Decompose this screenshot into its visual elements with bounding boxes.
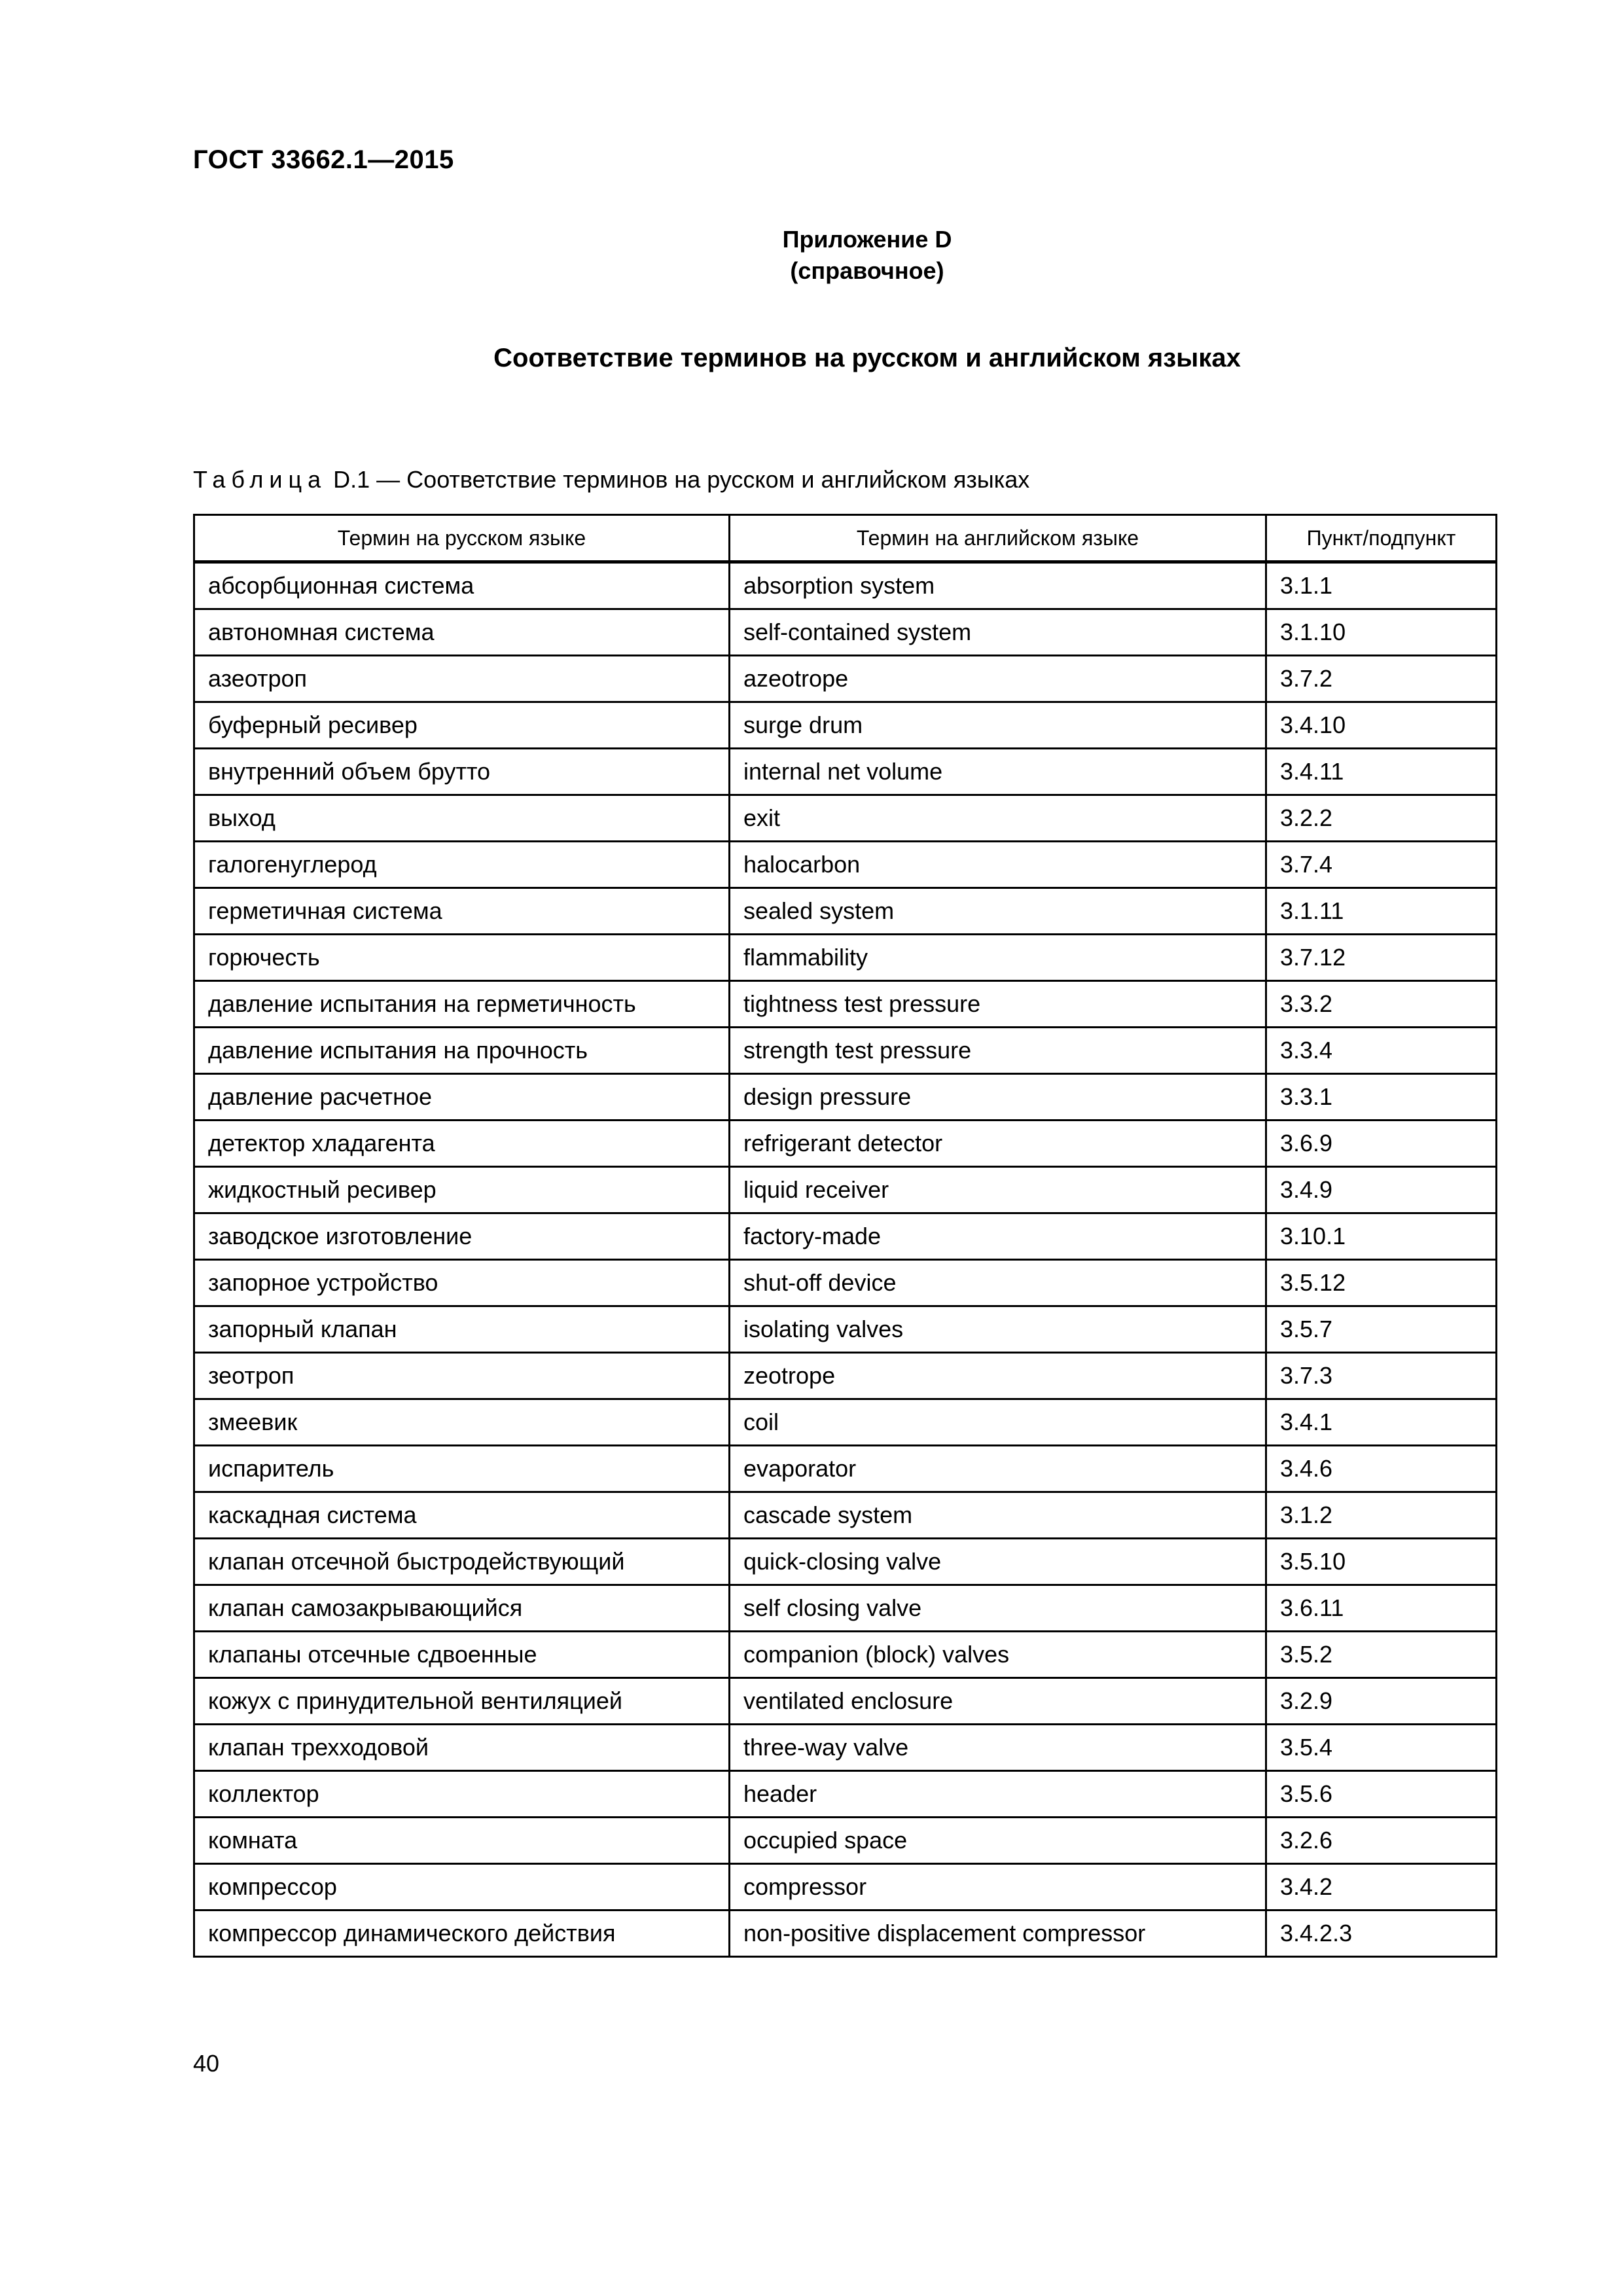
cell-clause: 3.2.6 bbox=[1266, 1818, 1497, 1864]
cell-clause: 3.4.1 bbox=[1266, 1399, 1497, 1446]
cell-russian-term: коллектор bbox=[194, 1771, 730, 1818]
column-header-clause: Пункт/подпункт bbox=[1266, 515, 1497, 562]
cell-english-term: self closing valve bbox=[730, 1585, 1266, 1632]
cell-clause: 3.5.6 bbox=[1266, 1771, 1497, 1818]
table-row bbox=[194, 1260, 1497, 1306]
cell-russian-term: комната bbox=[194, 1818, 730, 1864]
cell-clause: 3.1.1 bbox=[1266, 562, 1497, 609]
cell-english-term: non-positive displacement compressor bbox=[730, 1910, 1266, 1957]
cell-english-term: factory-made bbox=[730, 1213, 1266, 1260]
table-row bbox=[194, 1818, 1497, 1864]
cell-english-term: surge drum bbox=[730, 702, 1266, 749]
cell-clause: 3.5.2 bbox=[1266, 1632, 1497, 1678]
table-row bbox=[194, 562, 1497, 609]
cell-russian-term: змеевик bbox=[194, 1399, 730, 1446]
cell-russian-term: давление испытания на герметичность bbox=[194, 981, 730, 1028]
table-row bbox=[194, 795, 1497, 842]
page-number: 40 bbox=[193, 2050, 220, 2077]
cell-english-term: zeotrope bbox=[730, 1353, 1266, 1399]
cell-russian-term: запорное устройство bbox=[194, 1260, 730, 1306]
table-row bbox=[194, 1678, 1497, 1725]
cell-clause: 3.4.2.3 bbox=[1266, 1910, 1497, 1957]
cell-russian-term: горючесть bbox=[194, 935, 730, 981]
cell-english-term: azeotrope bbox=[730, 656, 1266, 702]
cell-clause: 3.7.2 bbox=[1266, 656, 1497, 702]
table-row bbox=[194, 842, 1497, 888]
table-row bbox=[194, 935, 1497, 981]
cell-english-term: liquid receiver bbox=[730, 1167, 1266, 1213]
cell-russian-term: клапаны отсечные сдвоенные bbox=[194, 1632, 730, 1678]
cell-russian-term: испаритель bbox=[194, 1446, 730, 1492]
table-row bbox=[194, 1771, 1497, 1818]
terms-table bbox=[193, 514, 1497, 1958]
cell-russian-term: детектор хладагента bbox=[194, 1121, 730, 1167]
cell-clause: 3.4.6 bbox=[1266, 1446, 1497, 1492]
cell-russian-term: каскадная система bbox=[194, 1492, 730, 1539]
cell-clause: 3.2.2 bbox=[1266, 795, 1497, 842]
cell-english-term: header bbox=[730, 1771, 1266, 1818]
cell-english-term: occupied space bbox=[730, 1818, 1266, 1864]
cell-english-term: strength test pressure bbox=[730, 1028, 1266, 1074]
cell-english-term: shut-off device bbox=[730, 1260, 1266, 1306]
cell-russian-term: буферный ресивер bbox=[194, 702, 730, 749]
table-body bbox=[194, 562, 1497, 1957]
cell-clause: 3.6.9 bbox=[1266, 1121, 1497, 1167]
column-header-english: Термин на английском языке bbox=[730, 515, 1266, 562]
cell-english-term: isolating valves bbox=[730, 1306, 1266, 1353]
table-row bbox=[194, 888, 1497, 935]
section-title: Соответствие терминов на русском и английском языках bbox=[493, 344, 1241, 372]
cell-english-term: evaporator bbox=[730, 1446, 1266, 1492]
cell-english-term: three-way valve bbox=[730, 1725, 1266, 1771]
cell-clause: 3.7.12 bbox=[1266, 935, 1497, 981]
cell-russian-term: давление расчетное bbox=[194, 1074, 730, 1121]
table-row bbox=[194, 1864, 1497, 1910]
cell-russian-term: абсорбционная система bbox=[194, 562, 730, 609]
cell-english-term: halocarbon bbox=[730, 842, 1266, 888]
table-row bbox=[194, 1353, 1497, 1399]
table-row bbox=[194, 1910, 1497, 1957]
cell-russian-term: компрессор bbox=[194, 1864, 730, 1910]
cell-clause: 3.3.2 bbox=[1266, 981, 1497, 1028]
cell-english-term: flammability bbox=[730, 935, 1266, 981]
cell-clause: 3.6.11 bbox=[1266, 1585, 1497, 1632]
table-row bbox=[194, 1446, 1497, 1492]
cell-russian-term: автономная система bbox=[194, 609, 730, 656]
document-standard-number: ГОСТ 33662.1—2015 bbox=[193, 145, 454, 174]
cell-english-term: ventilated enclosure bbox=[730, 1678, 1266, 1725]
table-row bbox=[194, 702, 1497, 749]
cell-russian-term: жидкостный ресивер bbox=[194, 1167, 730, 1213]
cell-russian-term: герметичная система bbox=[194, 888, 730, 935]
table-row bbox=[194, 1492, 1497, 1539]
cell-clause: 3.10.1 bbox=[1266, 1213, 1497, 1260]
cell-clause: 3.3.1 bbox=[1266, 1074, 1497, 1121]
cell-english-term: compressor bbox=[730, 1864, 1266, 1910]
cell-clause: 3.5.7 bbox=[1266, 1306, 1497, 1353]
cell-english-term: coil bbox=[730, 1399, 1266, 1446]
cell-russian-term: клапан самозакрывающийся bbox=[194, 1585, 730, 1632]
cell-clause: 3.1.2 bbox=[1266, 1492, 1497, 1539]
table-row bbox=[194, 1632, 1497, 1678]
cell-russian-term: галогенуглерод bbox=[194, 842, 730, 888]
table-row bbox=[194, 609, 1497, 656]
table-caption-label: Таблица bbox=[193, 466, 327, 493]
table-row bbox=[194, 1074, 1497, 1121]
cell-clause: 3.7.4 bbox=[1266, 842, 1497, 888]
cell-english-term: exit bbox=[730, 795, 1266, 842]
appendix-subtitle: (справочное) bbox=[790, 257, 944, 284]
cell-clause: 3.5.10 bbox=[1266, 1539, 1497, 1585]
cell-clause: 3.5.12 bbox=[1266, 1260, 1497, 1306]
cell-english-term: design pressure bbox=[730, 1074, 1266, 1121]
table-row bbox=[194, 1213, 1497, 1260]
table-header-row bbox=[194, 515, 1497, 562]
cell-clause: 3.4.2 bbox=[1266, 1864, 1497, 1910]
cell-english-term: companion (block) valves bbox=[730, 1632, 1266, 1678]
cell-english-term: sealed system bbox=[730, 888, 1266, 935]
cell-russian-term: внутренний объем брутто bbox=[194, 749, 730, 795]
cell-russian-term: заводское изготовление bbox=[194, 1213, 730, 1260]
table-row bbox=[194, 1585, 1497, 1632]
cell-russian-term: давление испытания на прочность bbox=[194, 1028, 730, 1074]
cell-english-term: absorption system bbox=[730, 562, 1266, 609]
table-caption bbox=[193, 466, 1029, 493]
cell-clause: 3.7.3 bbox=[1266, 1353, 1497, 1399]
cell-clause: 3.1.11 bbox=[1266, 888, 1497, 935]
cell-clause: 3.2.9 bbox=[1266, 1678, 1497, 1725]
table-row bbox=[194, 1167, 1497, 1213]
cell-clause: 3.5.4 bbox=[1266, 1725, 1497, 1771]
cell-english-term: internal net volume bbox=[730, 749, 1266, 795]
cell-english-term: quick-closing valve bbox=[730, 1539, 1266, 1585]
cell-english-term: cascade system bbox=[730, 1492, 1266, 1539]
cell-russian-term: зеотроп bbox=[194, 1353, 730, 1399]
column-header-russian: Термин на русском языке bbox=[194, 515, 730, 562]
table-row bbox=[194, 1539, 1497, 1585]
table-row bbox=[194, 1306, 1497, 1353]
cell-english-term: self-contained system bbox=[730, 609, 1266, 656]
table-row bbox=[194, 1399, 1497, 1446]
table-caption-text: D.1 — Соответствие терминов на русском и английском языках bbox=[327, 466, 1030, 493]
cell-russian-term: азеотроп bbox=[194, 656, 730, 702]
cell-russian-term: выход bbox=[194, 795, 730, 842]
cell-russian-term: кожух с принудительной вентиляцией bbox=[194, 1678, 730, 1725]
table-row bbox=[194, 749, 1497, 795]
table-row bbox=[194, 1121, 1497, 1167]
cell-clause: 3.1.10 bbox=[1266, 609, 1497, 656]
cell-clause: 3.3.4 bbox=[1266, 1028, 1497, 1074]
cell-clause: 3.4.9 bbox=[1266, 1167, 1497, 1213]
cell-clause: 3.4.11 bbox=[1266, 749, 1497, 795]
cell-clause: 3.4.10 bbox=[1266, 702, 1497, 749]
cell-russian-term: клапан трехходовой bbox=[194, 1725, 730, 1771]
table-row bbox=[194, 656, 1497, 702]
cell-russian-term: клапан отсечной быстродействующий bbox=[194, 1539, 730, 1585]
cell-english-term: tightness test pressure bbox=[730, 981, 1266, 1028]
cell-russian-term: запорный клапан bbox=[194, 1306, 730, 1353]
table-row bbox=[194, 1725, 1497, 1771]
table-row bbox=[194, 1028, 1497, 1074]
table-row bbox=[194, 981, 1497, 1028]
cell-russian-term: компрессор динамического действия bbox=[194, 1910, 730, 1957]
cell-english-term: refrigerant detector bbox=[730, 1121, 1266, 1167]
appendix-title: Приложение D bbox=[782, 226, 952, 253]
